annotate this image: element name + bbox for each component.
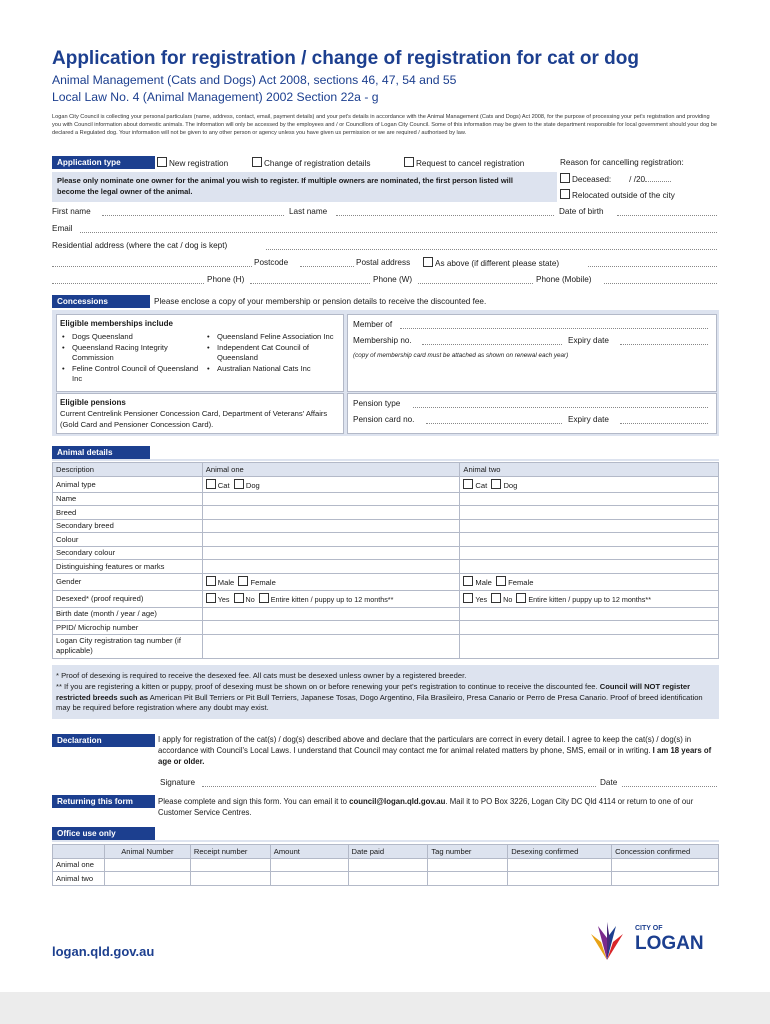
table-row [53, 533, 719, 547]
animal-two-name[interactable] [460, 492, 719, 506]
owner-note: Please only nominate one owner for the animal you wish to register. If multiple owners are nominated, the first person listed will become the legal owner of the animal. [57, 176, 513, 196]
residential-address-line2[interactable] [52, 266, 252, 267]
header-description: Description [53, 463, 203, 477]
pension-type-field[interactable] [413, 407, 708, 408]
female-checkbox[interactable] [496, 576, 506, 586]
new-registration-checkbox[interactable] [157, 157, 167, 167]
application-type-label: Application type [52, 156, 155, 169]
membership-no-field[interactable] [422, 344, 562, 345]
office-cell[interactable] [508, 858, 612, 872]
signature-field[interactable] [202, 786, 596, 787]
owner-note-box [52, 172, 557, 202]
office-header [53, 845, 105, 859]
row-label: PPID/ Microchip number [53, 621, 203, 635]
new-registration-option[interactable]: New registration [157, 157, 228, 169]
animal-two-colour[interactable] [460, 533, 719, 547]
animal-details-table [52, 462, 719, 659]
logan-flower-icon [585, 920, 630, 962]
animal-one-name[interactable] [202, 492, 460, 506]
membership-details-box [347, 314, 717, 392]
first-name-label: First name [52, 207, 91, 216]
office-cell[interactable] [190, 872, 270, 886]
subtitle-act: Animal Management (Cats and Dogs) Act 2008, sections 46, 47, 54 and 55 [52, 73, 457, 87]
animal-one-birth-date[interactable] [202, 607, 460, 621]
office-cell[interactable] [428, 872, 508, 886]
logo-city-of: CITY OF [635, 925, 663, 932]
table-row [53, 546, 719, 560]
office-cell[interactable] [348, 872, 428, 886]
office-use-table [52, 844, 719, 886]
pensions-text: Current Centrelink Pensioner Concession Card, Department of Veterans' Affairs (Gold Card and Pensioner Concession Card). [60, 409, 328, 429]
footnotes-text [56, 671, 712, 714]
animal-two-desexed[interactable]: Yes No Entire kitten / puppy up to 12 months** [460, 590, 719, 607]
page-title: Application for registration / change of registration for cat or dog [52, 48, 639, 69]
female-checkbox[interactable] [238, 576, 248, 586]
animal-two-breed[interactable] [460, 506, 719, 520]
cat-checkbox[interactable] [206, 479, 216, 489]
row-label: Gender [53, 573, 203, 590]
memberships-box [56, 314, 344, 392]
entire-checkbox[interactable] [259, 593, 269, 603]
pension-type-label: Pension type [353, 399, 401, 408]
office-header: Animal Number [104, 845, 190, 859]
pension-expiry-label: Expiry date [568, 415, 609, 424]
yes-checkbox[interactable] [206, 593, 216, 603]
animal-one-tag[interactable] [202, 634, 460, 658]
table-row [53, 621, 719, 635]
returning-form-text: Please complete and sign this form. You can email it to council@logan.qld.gov.au. Mail it to PO Box 3226, Logan City DC Qld 4114 or return to one of our Customer Service Centres. [158, 797, 694, 817]
membership-item: • Dogs Queensland [62, 332, 202, 343]
signature-label: Signature [160, 778, 196, 787]
row-label: Logan City registration tag number (if applicable) [53, 634, 203, 658]
last-name-field[interactable] [336, 215, 554, 216]
declaration-label: Declaration [52, 734, 155, 747]
row-label: Name [53, 492, 203, 506]
table-row [53, 476, 719, 492]
animal-two-tag[interactable] [460, 634, 719, 658]
council-email-link[interactable]: council@logan.qld.gov.au [349, 797, 446, 806]
membership-expiry-label: Expiry date [568, 336, 609, 345]
footer-bar [0, 992, 770, 1024]
residential-address-label: Residential address (where the cat / dog is kept) [52, 241, 228, 250]
animal-two-secondary-breed[interactable] [460, 519, 719, 533]
footnotes-panel [52, 665, 719, 719]
header-animal-two: Animal two [460, 463, 719, 477]
dog-checkbox[interactable] [234, 479, 244, 489]
office-header: Concession confirmed [612, 845, 719, 859]
cancel-registration-checkbox[interactable] [404, 157, 414, 167]
pension-card-field[interactable] [426, 423, 562, 424]
email-label: Email [52, 224, 73, 233]
table-row [53, 492, 719, 506]
row-label: Distinguishing features or marks [53, 560, 203, 574]
memberships-col1 [62, 332, 202, 385]
membership-copy-note: (copy of membership card must be attached as shown on renewal each year) [353, 352, 569, 359]
subtitle-law: Local Law No. 4 (Animal Management) 2002 Section 22a - g [52, 90, 379, 104]
office-header-row [53, 845, 719, 859]
office-cell[interactable] [508, 872, 612, 886]
postal-address-label: Postal address [356, 258, 411, 267]
table-row [53, 872, 719, 886]
entire-checkbox[interactable] [516, 593, 526, 603]
website-link[interactable]: logan.qld.gov.au [52, 944, 155, 959]
phone-work-label: Phone (W) [373, 275, 413, 284]
member-of-label: Member of [353, 320, 393, 329]
animal-details-rule [52, 459, 719, 461]
phone-work-field[interactable] [418, 283, 533, 284]
office-header: Amount [270, 845, 348, 859]
eligible-pensions-heading: Eligible pensions [60, 398, 126, 407]
row-label: Birth date (month / year / age) [53, 607, 203, 621]
office-header: Desexing confirmed [508, 845, 612, 859]
animal-one-colour[interactable] [202, 533, 460, 547]
deceased-checkbox[interactable] [560, 173, 570, 183]
row-label: Animal type [53, 476, 203, 492]
last-name-label: Last name [289, 207, 328, 216]
memberships-col2 [207, 332, 339, 374]
returning-form-label: Returning this form [52, 795, 155, 808]
table-row [53, 858, 719, 872]
office-cell[interactable] [348, 858, 428, 872]
membership-no-label: Membership no. [353, 336, 412, 345]
male-checkbox[interactable] [206, 576, 216, 586]
office-cell[interactable] [270, 858, 348, 872]
as-above-option[interactable]: As above (if different please state) [423, 257, 559, 269]
phone-mobile-field[interactable] [604, 283, 717, 284]
animal-one-features[interactable] [202, 560, 460, 574]
row-label: Secondary breed [53, 519, 203, 533]
postal-address-field[interactable] [588, 266, 717, 267]
membership-expiry-field[interactable] [620, 344, 708, 345]
declaration-text: I apply for registration of the cat(s) / dog(s) described above and declare that the particulars are correct in every detail. I agree to keep the cat(s) / dog(s) in accordance with Council's Local Laws. I understand that Council may contact me for animal related matters by phone, SMS, email or in writing. I am 18 years of age or older. [158, 735, 712, 766]
table-row [53, 573, 719, 590]
office-cell[interactable] [104, 858, 190, 872]
office-cell[interactable] [190, 858, 270, 872]
table-row [53, 590, 719, 607]
eligible-memberships-heading: Eligible memberships include [60, 319, 173, 328]
address-line3-field[interactable] [52, 283, 204, 284]
footnote-desexing: * Proof of desexing is required to receive the desexed fee. All cats must be desexed unless owner by a registered breeder. [56, 671, 467, 680]
office-cell[interactable] [270, 872, 348, 886]
no-checkbox[interactable] [234, 593, 244, 603]
table-header-row [53, 463, 719, 477]
pension-expiry-field[interactable] [620, 423, 708, 424]
membership-item: • Independent Cat Council of Queensland [207, 343, 339, 364]
dob-label: Date of birth [559, 207, 604, 216]
male-checkbox[interactable] [463, 576, 473, 586]
membership-item: • Queensland Racing Integrity Commission [62, 343, 202, 364]
row-label: Secondary colour [53, 546, 203, 560]
animal-two-secondary-colour[interactable] [460, 546, 719, 560]
concessions-note: Please enclose a copy of your membership or pension details to receive the discounted fee. [154, 297, 487, 306]
office-cell[interactable] [612, 872, 719, 886]
animal-one-gender[interactable]: Male Female [202, 573, 460, 590]
logan-logo [585, 920, 720, 962]
cancel-registration-option[interactable]: Request to cancel registration [404, 157, 524, 169]
animal-one-type[interactable]: Cat Dog [202, 476, 460, 492]
header-animal-one: Animal one [202, 463, 460, 477]
declaration-date-label: Date [600, 778, 618, 787]
relocated-option[interactable]: Relocated outside of the city [560, 189, 675, 201]
membership-item: • Feline Control Council of Queensland Inc [62, 364, 202, 385]
office-row-label: Animal one [53, 858, 105, 872]
animal-two-birth-date[interactable] [460, 607, 719, 621]
table-row [53, 634, 719, 658]
reason-cancel-label: Reason for cancelling registration: [560, 158, 684, 167]
animal-one-desexed[interactable]: Yes No Entire kitten / puppy up to 12 months** [202, 590, 460, 607]
membership-item: • Queensland Feline Association Inc [207, 332, 339, 343]
animal-one-breed[interactable] [202, 506, 460, 520]
office-cell[interactable] [428, 858, 508, 872]
animal-one-secondary-colour[interactable] [202, 546, 460, 560]
animal-one-microchip[interactable] [202, 621, 460, 635]
table-row [53, 607, 719, 621]
footnote-kitten-puppy: ** If you are registering a kitten or puppy, proof of desexing must be shown on or before renewing your pet's registration to continue to receive the discounted fee. Council will NOT register restricted breeds such as American Pit Bull Terriers or Pit Bull Terriers, Japanese Tosas, Dogo Argentino, Fila Brasileiro, Presa Canario or Perro de Presa Canario. Proof of breed identification may be required before registration where any doubt may exist. [56, 681, 703, 713]
yes-checkbox[interactable] [463, 593, 473, 603]
pension-card-label: Pension card no. [353, 415, 415, 424]
row-label: Colour [53, 533, 203, 547]
membership-item: • Australian National Cats Inc [207, 364, 339, 375]
dob-field[interactable] [617, 215, 717, 216]
animal-two-features[interactable] [460, 560, 719, 574]
concessions-label: Concessions [52, 295, 150, 308]
member-of-field[interactable] [400, 328, 708, 329]
office-header: Receipt number [190, 845, 270, 859]
animal-two-gender[interactable]: Male Female [460, 573, 719, 590]
privacy-statement: Logan City Council is collecting your personal particulars (name, address, contact, email, payment details) and your pet's details in accordance with the Animal Management (Cats and Dogs) Act 2008, for the purpose of processing your pet's registration and providing you with Council information about domestic animals. The information will only be accessed by the employees and / or Councillors of Logan City Council. Some of this information may be given to the state department responsible for local government should your dog be declared a Regulated dog. Your information will not be given to any other person or agency unless you have given us permission or we are required / authorised by law. [52, 114, 717, 136]
deceased-option[interactable]: Deceased: / /20 [560, 173, 671, 185]
row-label: Desexed* (proof required) [53, 590, 203, 607]
logo-name: LOGAN [635, 933, 704, 954]
animal-two-type[interactable]: Cat Dog [460, 476, 719, 492]
office-use-rule [52, 840, 719, 842]
animal-details-label: Animal details [52, 446, 150, 459]
postcode-field[interactable] [300, 266, 354, 267]
office-cell[interactable] [612, 858, 719, 872]
residential-address-field[interactable] [266, 249, 717, 250]
dog-checkbox[interactable] [491, 479, 501, 489]
animal-one-secondary-breed[interactable] [202, 519, 460, 533]
postcode-label: Postcode [254, 258, 289, 267]
pensions-box [56, 393, 344, 434]
pension-details-box [347, 393, 717, 434]
cat-checkbox[interactable] [463, 479, 473, 489]
office-row-label: Animal two [53, 872, 105, 886]
office-use-label: Office use only [52, 827, 155, 840]
table-row [53, 560, 719, 574]
table-row [53, 519, 719, 533]
no-checkbox[interactable] [491, 593, 501, 603]
email-field[interactable] [80, 232, 717, 233]
office-header: Tag number [428, 845, 508, 859]
change-registration-option[interactable]: Change of registration details [252, 157, 371, 169]
change-registration-checkbox[interactable] [252, 157, 262, 167]
animal-two-microchip[interactable] [460, 621, 719, 635]
phone-mobile-label: Phone (Mobile) [536, 275, 592, 284]
row-label: Breed [53, 506, 203, 520]
as-above-checkbox[interactable] [423, 257, 433, 267]
phone-home-label: Phone (H) [207, 275, 245, 284]
phone-home-field[interactable] [250, 283, 370, 284]
office-cell[interactable] [104, 872, 190, 886]
office-header: Date paid [348, 845, 428, 859]
declaration-date-field[interactable] [622, 786, 717, 787]
first-name-field[interactable] [102, 215, 284, 216]
relocated-checkbox[interactable] [560, 189, 570, 199]
table-row [53, 506, 719, 520]
